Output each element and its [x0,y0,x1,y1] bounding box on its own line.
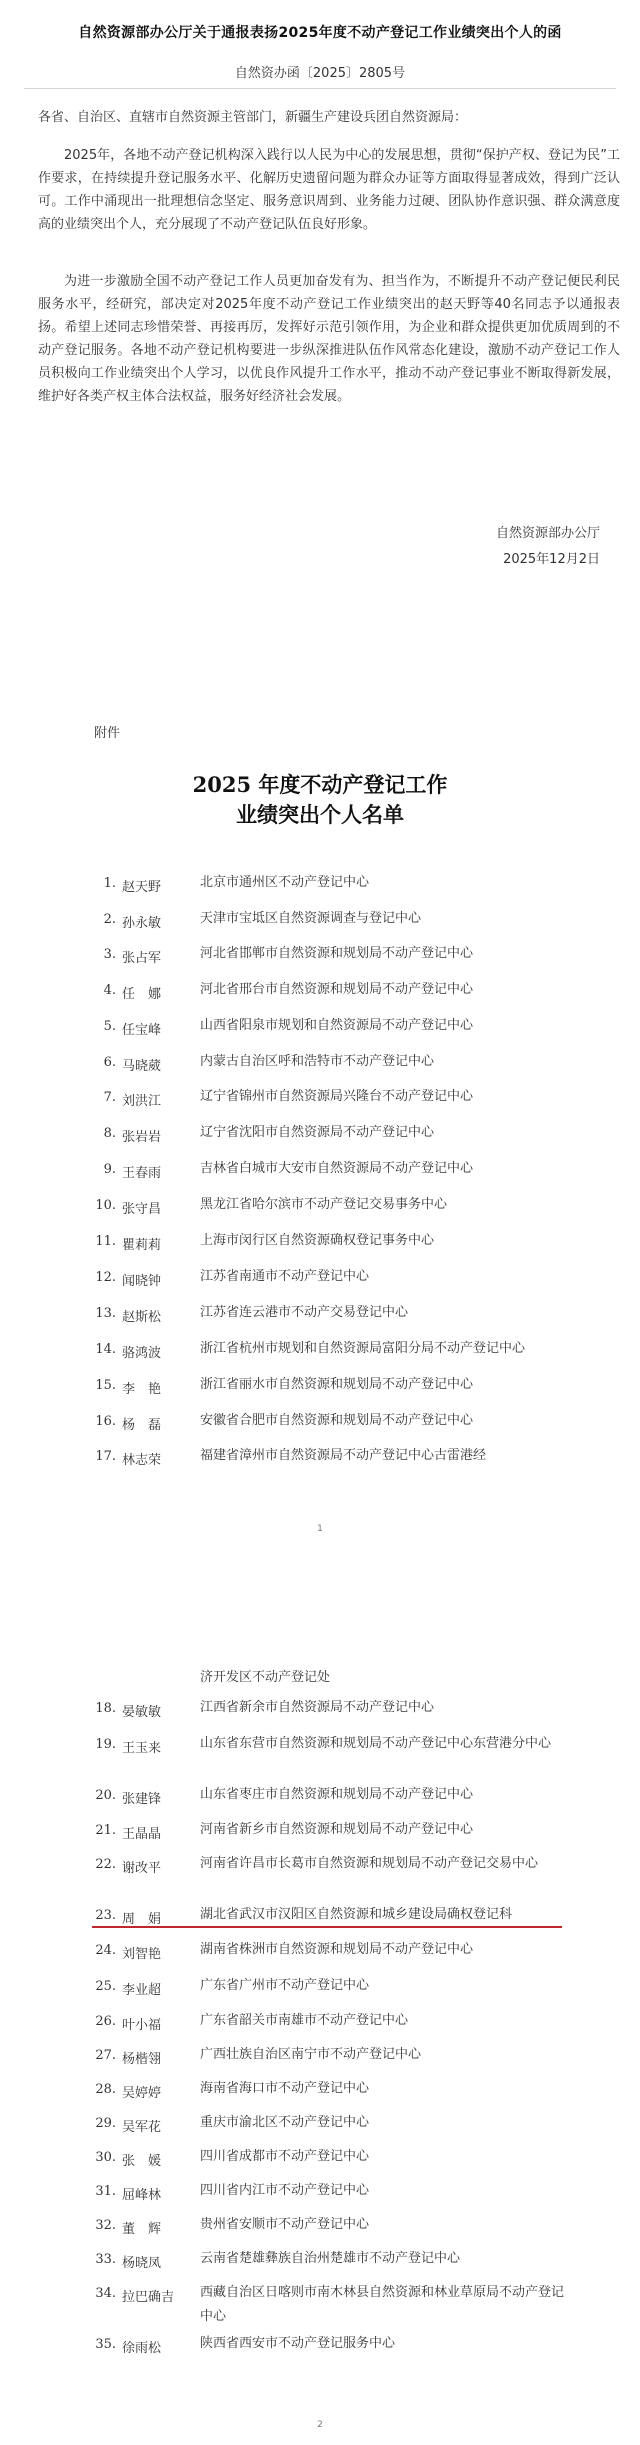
list-item-number: 32. [95,2218,116,2233]
list-item-number: 3. [103,947,116,962]
list-item-unit: 海南省海口市不动产登记中心 [200,2081,370,2096]
list-item-number: 14. [95,1342,116,1357]
list-item-name: 徐雨松 [122,2341,162,2356]
list-item-name: 杨晓凤 [122,2256,162,2271]
page-number-2: 2 [317,2420,323,2430]
list-item-name: 刘智艳 [122,1947,162,1962]
list-item-unit: 河南省许昌市长葛市自然资源和规划局不动产登记交易中心 [200,1856,539,1871]
list-item-number: 29. [95,2116,116,2131]
list-item-unit: 广西壮族自治区南宁市不动产登记中心 [200,2047,422,2062]
list-item-unit: 内蒙古自治区呼和浩特市不动产登记中心 [200,1054,435,1069]
list-item-name: 马晓葳 [122,1059,162,1074]
list-item-unit: 重庆市渝北区不动产登记中心 [200,2115,370,2130]
list-item-number: 16. [95,1414,116,1429]
list-item-number: 35. [95,2337,116,2352]
list-item-number: 30. [95,2150,116,2165]
list-item-unit: 河北省邯郸市自然资源和规划局不动产登记中心 [200,946,474,961]
letter-paragraph-1: 2025年，各地不动产登记机构深入践行以人民为中心的发展思想，贯彻“保护产权、登记为民”工作要求，在持续提升登记服务水平、化解历史遗留问题为群众办证等方面取得显著成效，得到广泛认可。工作中涌现出一批理想信念坚定、服务意识周到、业务能力过硬、团队协作意识强、群众满意度高的业绩突出个人，充分展现了不动产登记队伍良好形象。 [38,148,620,232]
list-item-number: 10. [95,1198,116,1213]
list-item-name: 赵天野 [122,880,162,895]
list-item-unit: 上海市闵行区自然资源确权登记事务中心 [200,1233,435,1248]
list-item-unit: 湖南省株洲市自然资源和规划局不动产登记中心 [200,1942,474,1957]
list-item-unit: 辽宁省沈阳市自然资源局不动产登记中心 [200,1125,435,1140]
list-item-name: 张 媛 [122,2154,162,2169]
list-item-number: 23. [95,1908,116,1923]
list-item-number: 6. [103,1055,116,1070]
list-item-name: 瞿莉莉 [122,1238,162,1253]
list-item-name: 晏敏敏 [122,1705,162,1720]
letter-paragraph-2: 为进一步激励全国不动产登记工作人员更加奋发有为、担当作为，不断提升不动产登记便民利民服务水平，经研究，部决定对2025年度不动产登记工作业绩突出的赵天野等40名同志予以通报表扬。希望上述同志珍惜荣誉、再接再厉，发挥好示范引领作用，为企业和群众提供更加优质周到的不动产登记服务。各地不动产登记机构要进一步纵深推进队伍作风常态化建设，激励不动产登记工作人员积极向工作业绩突出个人学习，以优良作风提升工作水平，推动不动产登记事业不断取得新发展，维护好各类产权主体合法权益，服务好经济社会发展。 [38,274,620,404]
list-item-number: 19. [95,1737,116,1752]
list-item-name: 骆鸿波 [122,1346,162,1361]
list-item-unit: 贵州省安顺市不动产登记中心 [200,2217,370,2232]
document-number: 自然资办函〔2025〕2805号 [234,66,406,81]
list-item-name: 张守昌 [122,1202,162,1217]
letter-date: 2025年12月2日 [503,552,600,567]
list-item-name: 王春雨 [122,1166,162,1181]
list-item-name: 李业超 [122,1983,162,1998]
list-item-number: 21. [95,1823,116,1838]
document-title: 自然资源部办公厅关于通报表扬2025年度不动产登记工作业绩突出个人的函 [78,25,562,41]
list-item-name: 林志荣 [122,1453,162,1468]
list-item-unit: 广东省韶关市南雄市不动产登记中心 [200,2013,409,2028]
list-item-unit: 江西省新余市自然资源局不动产登记中心 [200,1700,435,1715]
list-item-number: 8. [103,1126,116,1141]
list-item-unit: 河南省新乡市自然资源和规划局不动产登记中心 [200,1822,474,1837]
list-item-name: 拉巴确吉 [122,2290,175,2305]
list-item-name: 周 娟 [122,1912,162,1927]
list-item-name: 张建锋 [122,1792,162,1807]
list-item-number: 27. [95,2048,116,2063]
list-item-name: 叶小福 [122,2018,162,2033]
list-item-unit: 山西省阳泉市规划和自然资源局不动产登记中心 [200,1018,474,1033]
list-item-unit: 四川省内江市不动产登记中心 [200,2183,370,2198]
list-item-name: 李 艳 [122,1382,162,1397]
list-item-name: 任宝峰 [122,1023,162,1038]
list-item-number: 25. [95,1979,116,1994]
list-item-number: 18. [95,1701,116,1716]
list-item-number: 17. [95,1449,116,1464]
list-item-number: 15. [95,1378,116,1393]
annex-title-line-1: 2025 年度不动产登记工作 [192,772,448,797]
signature: 自然资源部办公厅 [495,526,600,541]
list-item-name: 董 辉 [122,2222,162,2237]
list-item-number: 20. [95,1788,116,1803]
list-item-unit: 辽宁省锦州市自然资源局兴隆台不动产登记中心 [200,1089,474,1104]
list-item-number: 11. [95,1234,116,1249]
list-item-name: 杨楷翎 [122,2052,162,2067]
list-item-number: 24. [95,1943,116,1958]
list-item-unit: 江苏省南通市不动产登记中心 [200,1269,370,1284]
list-item-name: 吴军花 [122,2120,162,2135]
list-item-number: 31. [95,2184,116,2199]
list-item-number: 33. [95,2252,116,2267]
header-divider [24,88,616,89]
page-number-1: 1 [317,1524,323,1534]
list-item-name: 任 娜 [122,987,162,1002]
list-item-unit: 安徽省合肥市自然资源和规划局不动产登记中心 [200,1413,474,1428]
list-item-number: 7. [103,1090,116,1105]
list-item-number: 4. [103,983,116,998]
list-item-name: 赵斯松 [122,1310,162,1325]
list-item-unit: 北京市通州区不动产登记中心 [200,875,370,890]
list-item-name: 谢改平 [122,1861,162,1876]
list-item-name: 王晶晶 [122,1827,162,1842]
list-item-name: 闻晓钟 [122,1274,162,1289]
list-item-name: 屈峰林 [122,2188,162,2203]
list-item-unit: 浙江省杭州市规划和自然资源局富阳分局不动产登记中心 [200,1341,526,1356]
list-item-unit: 天津市宝坻区自然资源调查与登记中心 [200,911,422,926]
list-item-name: 孙永敏 [122,916,162,931]
list-item-unit: 西藏自治区日喀则市南木林县自然资源和林业草原局不动产登记中心 [200,2285,565,2324]
list-item-unit: 河北省邢台市自然资源和规划局不动产登记中心 [200,982,474,997]
list-item-number: 26. [95,2014,116,2029]
list-item-name: 吴婷婷 [122,2086,162,2101]
list-item-unit: 山东省东营市自然资源和规划局不动产登记中心东营港分中心 [200,1736,552,1751]
list-item-unit: 湖北省武汉市汉阳区自然资源和城乡建设局确权登记科 [200,1907,513,1922]
list-item-unit: 山东省枣庄市自然资源和规划局不动产登记中心 [200,1787,474,1802]
list-continuation: 济开发区不动产登记处 [200,1670,331,1685]
list-item-unit: 陕西省西安市不动产登记服务中心 [200,2336,396,2351]
annex-title [120,770,520,830]
list-item-name: 张岩岩 [122,1130,162,1145]
list-item-unit: 云南省楚雄彝族自治州楚雄市不动产登记中心 [200,2251,461,2266]
list-item-unit: 黑龙江省哈尔滨市不动产登记交易事务中心 [200,1197,448,1212]
list-item-number: 1. [103,876,116,891]
list-item-number: 5. [103,1019,116,1034]
list-item-number: 13. [95,1306,116,1321]
list-item-number: 9. [103,1162,116,1177]
list-item-unit: 福建省漳州市自然资源局不动产登记中心古雷港经 [200,1448,487,1463]
list-item-number: 28. [95,2082,116,2097]
list-item-name: 刘洪江 [122,1094,162,1109]
salutation: 各省、自治区、直辖市自然资源主管部门，新疆生产建设兵团自然资源局： [38,110,468,125]
highlight-underline [92,1926,562,1928]
list-item-unit: 广东省广州市不动产登记中心 [200,1978,370,1993]
list-item-unit: 吉林省白城市大安市自然资源局不动产登记中心 [200,1161,474,1176]
list-item-number: 22. [95,1857,116,1872]
list-item-name: 张占军 [122,951,162,966]
annex-label: 附件 [94,726,121,741]
list-item-unit: 四川省成都市不动产登记中心 [200,2149,370,2164]
list-item-number: 34. [95,2286,116,2301]
list-item-unit: 浙江省丽水市自然资源和规划局不动产登记中心 [200,1377,474,1392]
list-item-unit: 江苏省连云港市不动产交易登记中心 [200,1305,409,1320]
list-item-name: 杨 磊 [122,1418,162,1433]
list-item-name: 王玉来 [122,1741,162,1756]
annex-title-line-2: 业绩突出个人名单 [236,802,404,827]
list-item-number: 2. [103,912,116,927]
list-item-number: 12. [95,1270,116,1285]
